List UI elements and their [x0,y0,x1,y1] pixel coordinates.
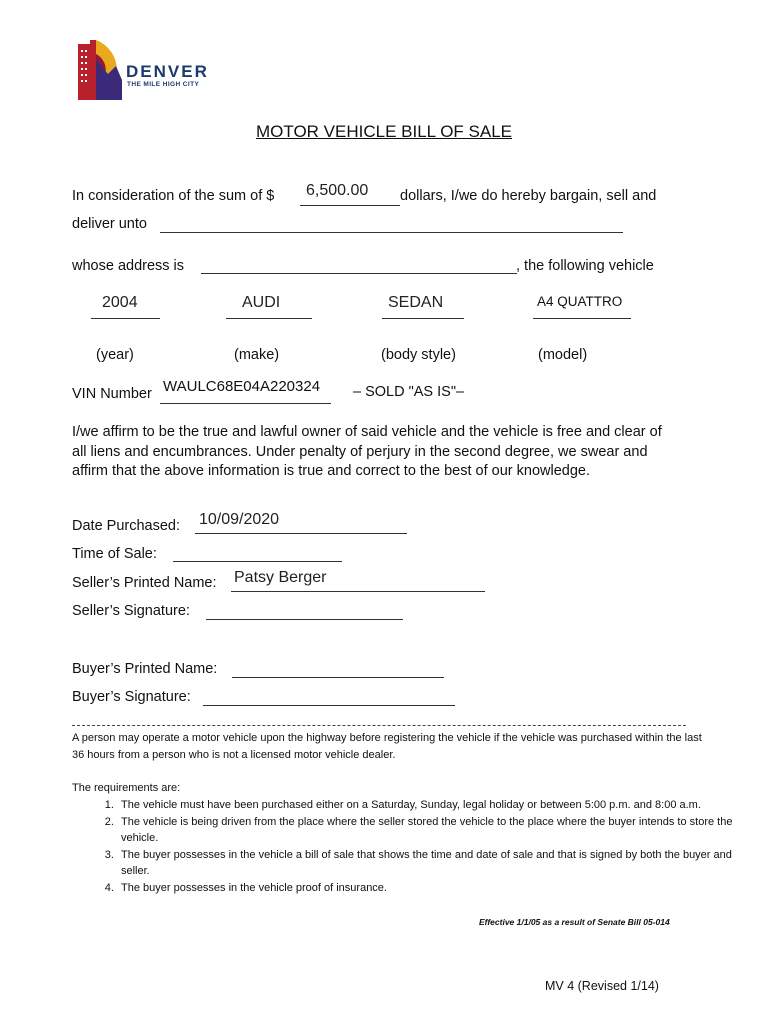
vehicle-model-label: (model) [538,347,588,363]
vin-field-line[interactable] [160,403,331,404]
seller-name-line[interactable] [231,591,485,592]
deliver-unto-label: deliver unto [72,216,147,232]
requirements-header: The requirements are: [72,782,181,794]
requirement-item: 4. The buyer possesses in the vehicle proof of insurance. [117,880,737,897]
requirement-item: 1. The vehicle must have been purchased either on a Saturday, Sunday, legal holiday or between 5:00 p.m. and 8:00 a.m. [117,797,737,814]
vehicle-model-value: A4 QUATTRO [537,294,623,309]
buyer-signature-label: Buyer’s Signature: [72,689,191,705]
requirements-list [72,797,737,896]
amount-field-line[interactable] [300,205,400,206]
address-label: whose address is [72,258,185,274]
denver-logo-icon [78,40,126,104]
vin-value: WAULC68E04A220324 [163,378,321,395]
vin-suffix: – SOLD "AS IS"– [353,384,465,400]
page-title: MOTOR VEHICLE BILL OF SALE [255,122,513,141]
amount-value: 6,500.00 [306,182,369,199]
requirement-item: 2. The vehicle is being driven from the place where the seller stored the vehicle to the place where the buyer intends to store the vehicle. [117,814,737,847]
consideration-prefix: In consideration of the sum of $ [72,188,275,204]
notice-intro: A person may operate a motor vehicle upon the highway before registering the vehicle if the vehicle was purchased within the last 36 hours from a person who is not a licensed motor vehicle dealer. [72,732,702,761]
date-purchased-value: 10/09/2020 [199,511,280,528]
vehicle-model-line[interactable] [533,318,631,319]
seller-signature-line[interactable] [206,619,403,620]
form-id: MV 4 (Revised 1/14) [545,979,659,993]
time-of-sale-label: Time of Sale: [72,546,157,562]
buyer-name-line[interactable] [232,677,444,678]
vehicle-make-line[interactable] [226,318,312,319]
dashed-divider [72,725,686,726]
address-field-line[interactable] [201,273,517,274]
logo-name: DENVER [126,62,209,81]
vehicle-year-value: 2004 [102,294,138,311]
seller-signature-label: Seller’s Signature: [72,603,190,619]
deliver-unto-field-line[interactable] [160,232,623,233]
vehicle-body-value: SEDAN [388,294,444,311]
address-suffix: , the following vehicle [516,258,654,274]
logo-tagline: THE MILE HIGH CITY [127,81,200,88]
affirmation-paragraph: I/we affirm to be the true and lawful owner of said vehicle and the vehicle is free and clear of all liens and encumbrances. Under penalty of perjury in the second degree, we swear and affirm that the above information is true and correct to the best of our knowledge. [72,424,662,479]
seller-name-value: Patsy Berger [234,569,327,586]
vehicle-make-label: (make) [234,347,280,363]
vehicle-body-line[interactable] [382,318,464,319]
effective-note: Effective 1/1/05 as a result of Senate Bill 05-014 [479,917,670,927]
date-purchased-label: Date Purchased: [72,518,181,534]
date-purchased-line[interactable] [195,533,407,534]
consideration-suffix: dollars, I/we do hereby bargain, sell and [400,188,657,204]
requirement-item: 3. The buyer possesses in the vehicle a bill of sale that shows the time and date of sale and that is signed by both the buyer and seller. [117,847,737,880]
vin-label: VIN Number [72,386,152,402]
vehicle-year-label: (year) [96,347,134,363]
time-of-sale-line[interactable] [173,561,342,562]
vehicle-make-value: AUDI [242,294,281,311]
buyer-name-label: Buyer’s Printed Name: [72,661,218,677]
buyer-signature-line[interactable] [203,705,455,706]
vehicle-year-line[interactable] [91,318,160,319]
vehicle-body-label: (body style) [381,347,456,363]
seller-name-label: Seller’s Printed Name: [72,575,217,591]
